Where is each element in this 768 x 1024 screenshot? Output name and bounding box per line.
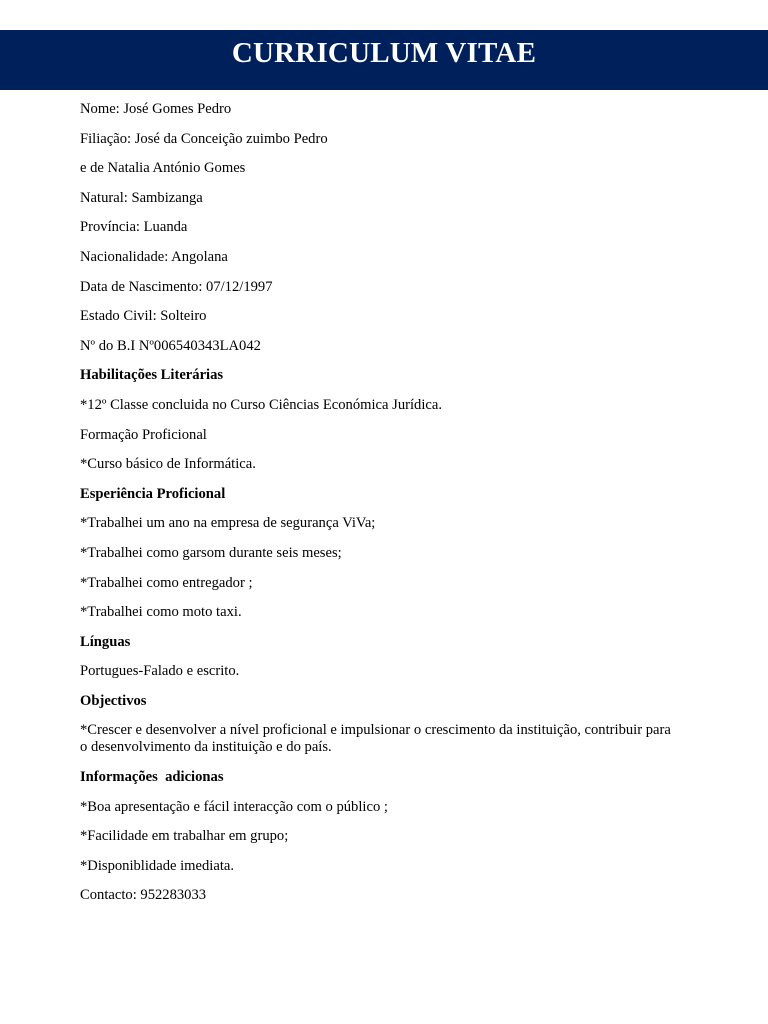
habilitacoes-heading: Habilitações Literárias [80, 367, 224, 384]
formacao-heading: Formação Proficional [80, 426, 207, 443]
experiencia-heading: Esperiência Proficional [80, 485, 226, 502]
informacoes-heading: Informações adicionas [80, 769, 224, 786]
filiacao-line-1: Filiação: José da Conceição zuimbo Pedro [80, 130, 328, 147]
informacoes-item: *Boa apresentação e fácil interacção com o público ; [80, 798, 388, 815]
estado-civil-line: Estado Civil: Solteiro [80, 308, 207, 325]
formacao-item: *Curso básico de Informática. [80, 456, 256, 473]
document-title: CURRICULUM VITAE [231, 36, 537, 69]
bi-line: Nº do B.I Nº006540343LA042 [80, 337, 261, 354]
informacoes-item: *Disponiblidade imediata. [80, 857, 235, 874]
linguas-item: Portugues-Falado e escrito. [80, 663, 240, 680]
experiencia-item: *Trabalhei como entregador ; [80, 574, 253, 591]
data-nascimento-line: Data de Nascimento: 07/12/1997 [80, 278, 273, 295]
contacto-line: Contacto: 952283033 [80, 887, 207, 904]
objectivos-item: *Crescer e desenvolver a nível proficional e impulsionar o crescimento da instituição, contribuir para o desenvolvimento da instituição e do país. [80, 722, 671, 756]
linguas-heading: Línguas [80, 633, 131, 650]
habilitacoes-item: *12º Classe concluida no Curso Ciências Económica Jurídica. [80, 396, 442, 413]
title-banner [0, 30, 768, 90]
nome-line: Nome: José Gomes Pedro [80, 101, 232, 117]
experiencia-item: *Trabalhei um ano na empresa de segurança ViVa; [80, 515, 376, 532]
experiencia-item: *Trabalhei como garsom durante seis meses; [80, 544, 342, 561]
informacoes-item: *Facilidade em trabalhar em grupo; [80, 828, 289, 845]
nacionalidade-line: Nacionalidade: Angolana [80, 248, 228, 265]
experiencia-item: *Trabalhei como moto taxi. [80, 604, 242, 621]
natural-line: Natural: Sambizanga [80, 189, 203, 206]
provincia-line: Província: Luanda [80, 219, 188, 236]
objectivos-heading: Objectivos [80, 692, 147, 709]
filiacao-line-2: e de Natalia António Gomes [80, 160, 246, 177]
cv-body [80, 101, 680, 917]
